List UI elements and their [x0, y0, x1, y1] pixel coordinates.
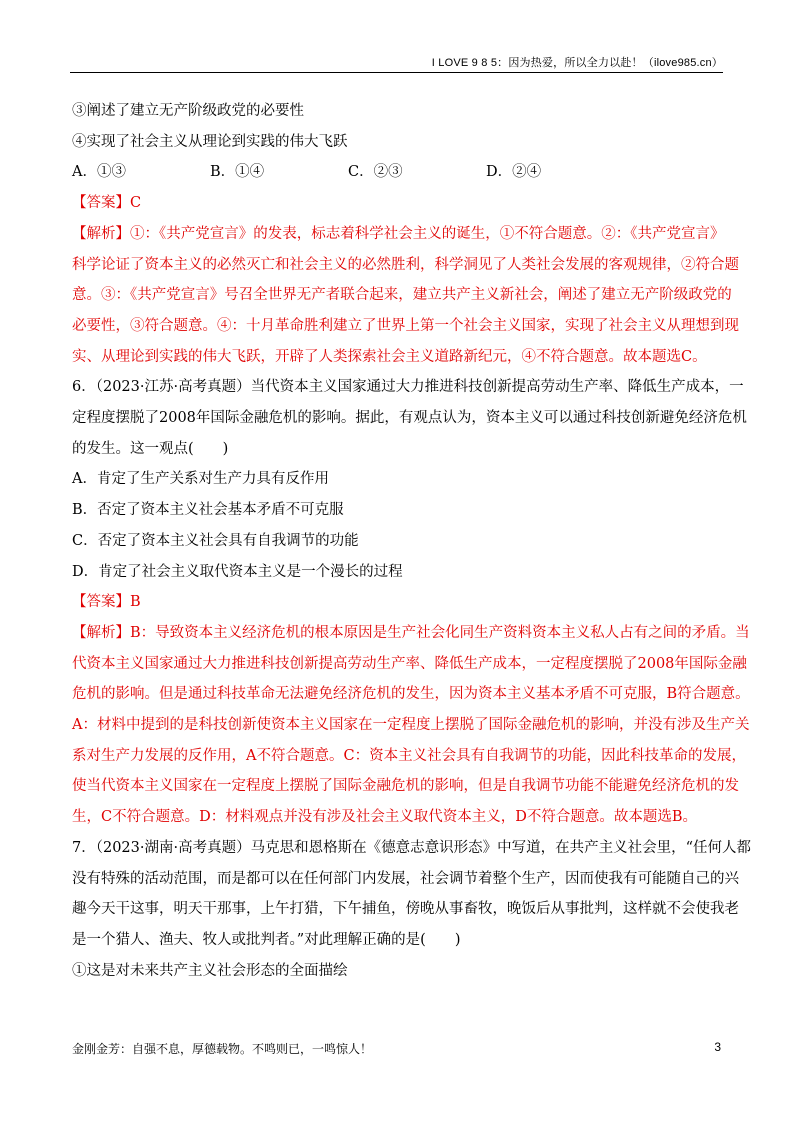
q6-option-b: B．否定了资本主义社会基本矛盾不可克服: [72, 502, 344, 519]
q5-option-a: A．①③: [72, 164, 126, 181]
q5-analysis-line: 必要性，③符合题意。④：十月革命胜利建立了世界上第一个社会主义国家，实现了社会主义从理想到现: [72, 317, 739, 334]
q5-option-c: C．②③: [348, 164, 403, 181]
q6-stem-line: 定程度摆脱了2008年国际金融危机的影响。据此，有观点认为，资本主义可以通过科技创新避免经济危机: [72, 410, 747, 427]
q5-analysis-line: 科学论证了资本主义的必然灭亡和社会主义的必然胜利，科学洞见了人类社会发展的客观规律，②符合题: [72, 256, 739, 273]
q5-item-4: ④实现了社会主义从理论到实践的伟大飞跃: [72, 133, 348, 150]
footer-motto: 金刚金芳：自强不息，厚德载物。不鸣则已，一鸣惊人！: [72, 1042, 373, 1056]
q6-option-a: A．肯定了生产关系对生产力具有反作用: [72, 471, 329, 488]
q5-option-b: B．①④: [210, 164, 265, 181]
header-text: I LOVE 9 8 5：因为热爱，所以全力以赴！（ilove985.cn）: [431, 57, 723, 69]
page-header: [70, 52, 723, 73]
q6-analysis-line: 代资本主义国家通过大力推进科技创新提高劳动生产率、降低生产成本，一定程度摆脱了2008年国际金融: [72, 655, 747, 672]
q6-stem-line: 6．（2023·江苏·高考真题）当代资本主义国家通过大力推进科技创新提高劳动生产率、降低生产成本，一: [72, 379, 744, 396]
q6-analysis-line: 【解析】B：导致资本主义经济危机的根本原因是生产社会化同生产资料资本主义私人占有之间的矛盾。当: [72, 624, 750, 641]
q6-analysis-line: 危机的影响。但是通过科技革命无法避免经济危机的发生，因为资本主义基本矛盾不可克服，B符合题意。: [72, 686, 750, 703]
page-number: 3: [714, 1040, 721, 1054]
q7-stem-line: 趣今天干这事，明天干那事，上午打猎，下午捕鱼，傍晚从事畜牧，晚饭后从事批判，这样就不会使我老: [72, 901, 739, 918]
q7-item-1: ①这是对未来共产主义社会形态的全面描绘: [72, 962, 348, 979]
q6-option-c: C．否定了资本主义社会具有自我调节的功能: [72, 532, 359, 549]
q5-option-d: D．②④: [486, 164, 542, 181]
q5-analysis-line: 实、从理论到实践的伟大飞跃，开辟了人类探索社会主义道路新纪元，④不符合题意。故本题选C。: [72, 348, 707, 365]
q5-item-3: ③阐述了建立无产阶级政党的必要性: [72, 103, 304, 119]
q7-stem-line: 7．（2023·湖南·高考真题）马克思和恩格斯在《德意志意识形态》中写道，在共产主义社会里，“任何人都: [72, 839, 752, 856]
q5-options: [72, 157, 722, 188]
q5-answer: 【答案】C: [72, 195, 142, 212]
q6-analysis-line: 使当代资本主义国家在一定程度上摆脱了国际金融危机的影响，但是自我调节功能不能避免经济危机的发: [72, 778, 739, 795]
q6-analysis-line: A：材料中提到的是科技创新使资本主义国家在一定程度上摆脱了国际金融危机的影响，并没有涉及生产关: [72, 717, 750, 734]
q7-stem-line: 是一个猎人、渔夫、牧人或批判者。”对此理解正确的是( ): [72, 931, 461, 948]
q6-option-d: D．肯定了社会主义取代资本主义是一个漫长的过程: [72, 563, 403, 580]
q6-analysis-line: 生，C不符合题意。D：材料观点并没有涉及社会主义取代资本主义，D不符合题意。故本题选B。: [72, 809, 697, 826]
q6-analysis-line: 系对生产力发展的反作用，A不符合题意。C：资本主义社会具有自我调节的功能，因此科技革命的发展，: [72, 747, 747, 764]
q5-analysis-line: 【解析】①：《共产党宣言》的发表，标志着科学社会主义的诞生，①不符合题意。②：《共产党宣言》: [72, 225, 725, 242]
q5-analysis-line: 意。③：《共产党宣言》号召全世界无产者联合起来，建立共产主义新社会，阐述了建立无产阶级政党的: [72, 287, 732, 304]
q6-stem-line: 的发生。这一观点( ): [72, 440, 229, 457]
q7-stem-line: 没有特殊的活动范围，而是都可以在任何部门内发展，社会调节着整个生产，因而使我有可能随自己的兴: [72, 870, 739, 887]
page-content: [72, 96, 752, 986]
q6-answer: 【答案】B: [72, 594, 141, 611]
